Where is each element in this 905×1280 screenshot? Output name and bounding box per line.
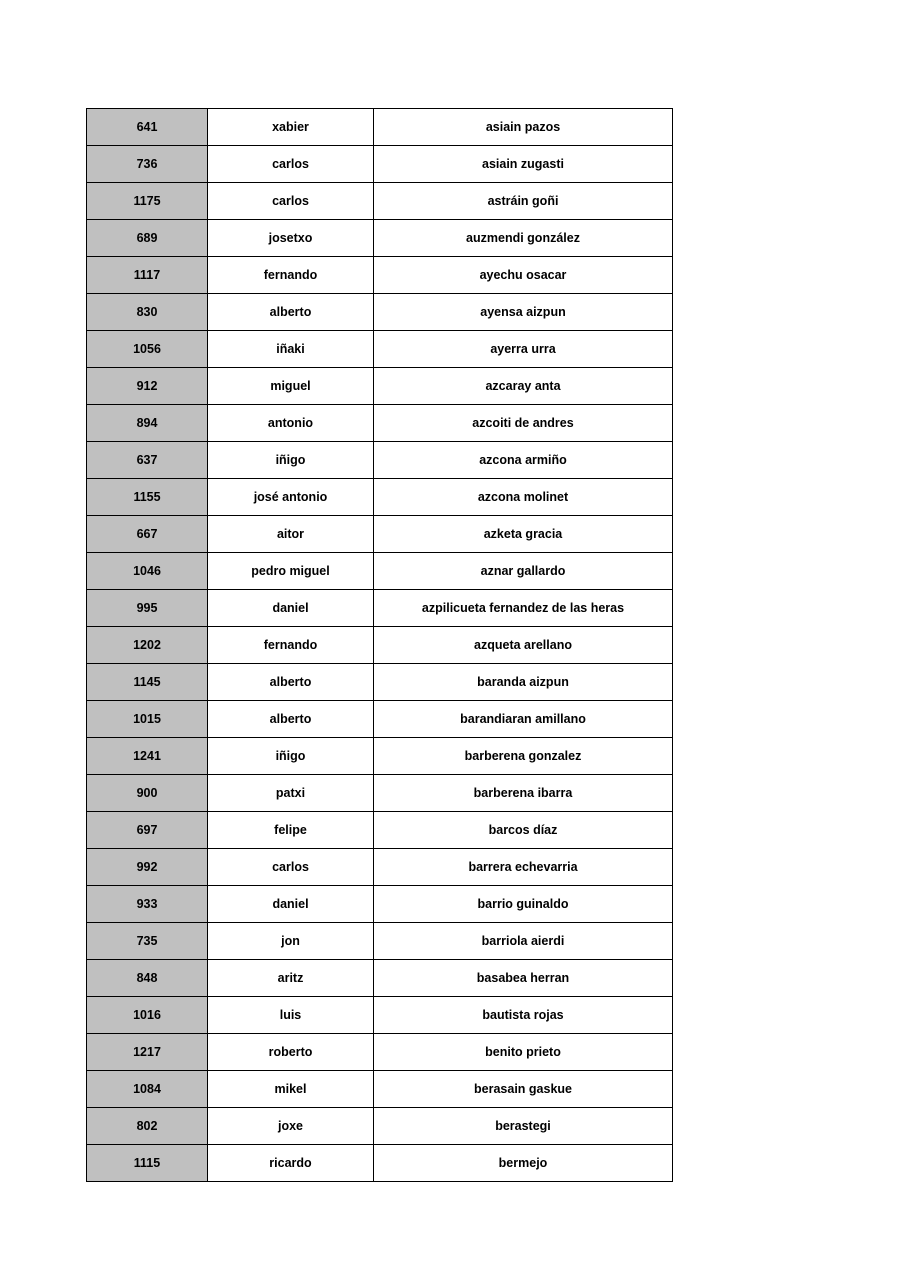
cell-id: 992 bbox=[87, 849, 208, 886]
cell-id: 933 bbox=[87, 886, 208, 923]
cell-last-name: barberena ibarra bbox=[374, 775, 673, 812]
table-row bbox=[87, 553, 673, 590]
cell-first-name: josetxo bbox=[208, 220, 374, 257]
table-row bbox=[87, 1034, 673, 1071]
cell-id: 912 bbox=[87, 368, 208, 405]
cell-first-name: aitor bbox=[208, 516, 374, 553]
cell-first-name: iñaki bbox=[208, 331, 374, 368]
table-row bbox=[87, 220, 673, 257]
table-row bbox=[87, 1071, 673, 1108]
cell-last-name: ayensa aizpun bbox=[374, 294, 673, 331]
table-row bbox=[87, 849, 673, 886]
cell-id: 900 bbox=[87, 775, 208, 812]
table-row bbox=[87, 775, 673, 812]
cell-last-name: azcona armiño bbox=[374, 442, 673, 479]
table-row bbox=[87, 109, 673, 146]
cell-first-name: felipe bbox=[208, 812, 374, 849]
cell-last-name: azcoiti de andres bbox=[374, 405, 673, 442]
cell-id: 735 bbox=[87, 923, 208, 960]
cell-last-name: bautista rojas bbox=[374, 997, 673, 1034]
cell-last-name: azpilicueta fernandez de las heras bbox=[374, 590, 673, 627]
cell-last-name: barrio guinaldo bbox=[374, 886, 673, 923]
cell-id: 1015 bbox=[87, 701, 208, 738]
cell-id: 697 bbox=[87, 812, 208, 849]
cell-first-name: fernando bbox=[208, 257, 374, 294]
cell-first-name: carlos bbox=[208, 146, 374, 183]
cell-first-name: miguel bbox=[208, 368, 374, 405]
cell-first-name: antonio bbox=[208, 405, 374, 442]
table-row bbox=[87, 368, 673, 405]
cell-id: 830 bbox=[87, 294, 208, 331]
table-row bbox=[87, 331, 673, 368]
table-row bbox=[87, 146, 673, 183]
cell-last-name: asiain pazos bbox=[374, 109, 673, 146]
cell-last-name: barrera echevarria bbox=[374, 849, 673, 886]
cell-last-name: berasain gaskue bbox=[374, 1071, 673, 1108]
cell-last-name: barberena gonzalez bbox=[374, 738, 673, 775]
cell-id: 689 bbox=[87, 220, 208, 257]
table-row bbox=[87, 479, 673, 516]
cell-id: 1115 bbox=[87, 1145, 208, 1182]
cell-first-name: carlos bbox=[208, 183, 374, 220]
cell-first-name: daniel bbox=[208, 590, 374, 627]
cell-first-name: alberto bbox=[208, 664, 374, 701]
cell-first-name: jon bbox=[208, 923, 374, 960]
cell-last-name: azqueta arellano bbox=[374, 627, 673, 664]
cell-first-name: patxi bbox=[208, 775, 374, 812]
cell-last-name: azcaray anta bbox=[374, 368, 673, 405]
table-row bbox=[87, 738, 673, 775]
table-row bbox=[87, 442, 673, 479]
cell-first-name: ricardo bbox=[208, 1145, 374, 1182]
cell-id: 1084 bbox=[87, 1071, 208, 1108]
cell-last-name: bermejo bbox=[374, 1145, 673, 1182]
table-row bbox=[87, 294, 673, 331]
cell-id: 641 bbox=[87, 109, 208, 146]
cell-first-name: aritz bbox=[208, 960, 374, 997]
cell-id: 736 bbox=[87, 146, 208, 183]
cell-id: 1241 bbox=[87, 738, 208, 775]
cell-id: 637 bbox=[87, 442, 208, 479]
table-row bbox=[87, 701, 673, 738]
cell-id: 667 bbox=[87, 516, 208, 553]
cell-last-name: berastegi bbox=[374, 1108, 673, 1145]
cell-last-name: asiain zugasti bbox=[374, 146, 673, 183]
cell-last-name: azcona molinet bbox=[374, 479, 673, 516]
table-row bbox=[87, 997, 673, 1034]
cell-first-name: roberto bbox=[208, 1034, 374, 1071]
cell-first-name: alberto bbox=[208, 701, 374, 738]
cell-first-name: joxe bbox=[208, 1108, 374, 1145]
table-row bbox=[87, 1145, 673, 1182]
cell-last-name: baranda aizpun bbox=[374, 664, 673, 701]
cell-last-name: astráin goñi bbox=[374, 183, 673, 220]
table-row bbox=[87, 405, 673, 442]
cell-first-name: josé antonio bbox=[208, 479, 374, 516]
cell-id: 894 bbox=[87, 405, 208, 442]
cell-first-name: alberto bbox=[208, 294, 374, 331]
cell-id: 1046 bbox=[87, 553, 208, 590]
cell-id: 1117 bbox=[87, 257, 208, 294]
cell-last-name: barandiaran amillano bbox=[374, 701, 673, 738]
table-body bbox=[87, 109, 673, 1182]
table-row bbox=[87, 183, 673, 220]
cell-last-name: benito prieto bbox=[374, 1034, 673, 1071]
cell-first-name: pedro miguel bbox=[208, 553, 374, 590]
cell-id: 1145 bbox=[87, 664, 208, 701]
cell-id: 802 bbox=[87, 1108, 208, 1145]
cell-last-name: aznar gallardo bbox=[374, 553, 673, 590]
table-row bbox=[87, 627, 673, 664]
cell-id: 1155 bbox=[87, 479, 208, 516]
cell-first-name: fernando bbox=[208, 627, 374, 664]
cell-first-name: carlos bbox=[208, 849, 374, 886]
table-row bbox=[87, 960, 673, 997]
cell-first-name: xabier bbox=[208, 109, 374, 146]
cell-first-name: iñigo bbox=[208, 442, 374, 479]
cell-last-name: barriola aierdi bbox=[374, 923, 673, 960]
cell-last-name: azketa gracia bbox=[374, 516, 673, 553]
cell-id: 1016 bbox=[87, 997, 208, 1034]
cell-id: 1175 bbox=[87, 183, 208, 220]
cell-first-name: luis bbox=[208, 997, 374, 1034]
cell-id: 1202 bbox=[87, 627, 208, 664]
cell-id: 1056 bbox=[87, 331, 208, 368]
cell-last-name: barcos díaz bbox=[374, 812, 673, 849]
table-row bbox=[87, 664, 673, 701]
cell-first-name: mikel bbox=[208, 1071, 374, 1108]
table-row bbox=[87, 590, 673, 627]
table-row bbox=[87, 257, 673, 294]
table-row bbox=[87, 1108, 673, 1145]
table-row bbox=[87, 886, 673, 923]
table-row bbox=[87, 812, 673, 849]
table-row bbox=[87, 516, 673, 553]
names-table bbox=[86, 108, 673, 1182]
cell-last-name: ayechu osacar bbox=[374, 257, 673, 294]
cell-id: 848 bbox=[87, 960, 208, 997]
table-row bbox=[87, 923, 673, 960]
cell-last-name: basabea herran bbox=[374, 960, 673, 997]
cell-last-name: auzmendi gonzález bbox=[374, 220, 673, 257]
cell-last-name: ayerra urra bbox=[374, 331, 673, 368]
table-container bbox=[86, 108, 645, 1182]
cell-first-name: iñigo bbox=[208, 738, 374, 775]
cell-first-name: daniel bbox=[208, 886, 374, 923]
cell-id: 1217 bbox=[87, 1034, 208, 1071]
cell-id: 995 bbox=[87, 590, 208, 627]
